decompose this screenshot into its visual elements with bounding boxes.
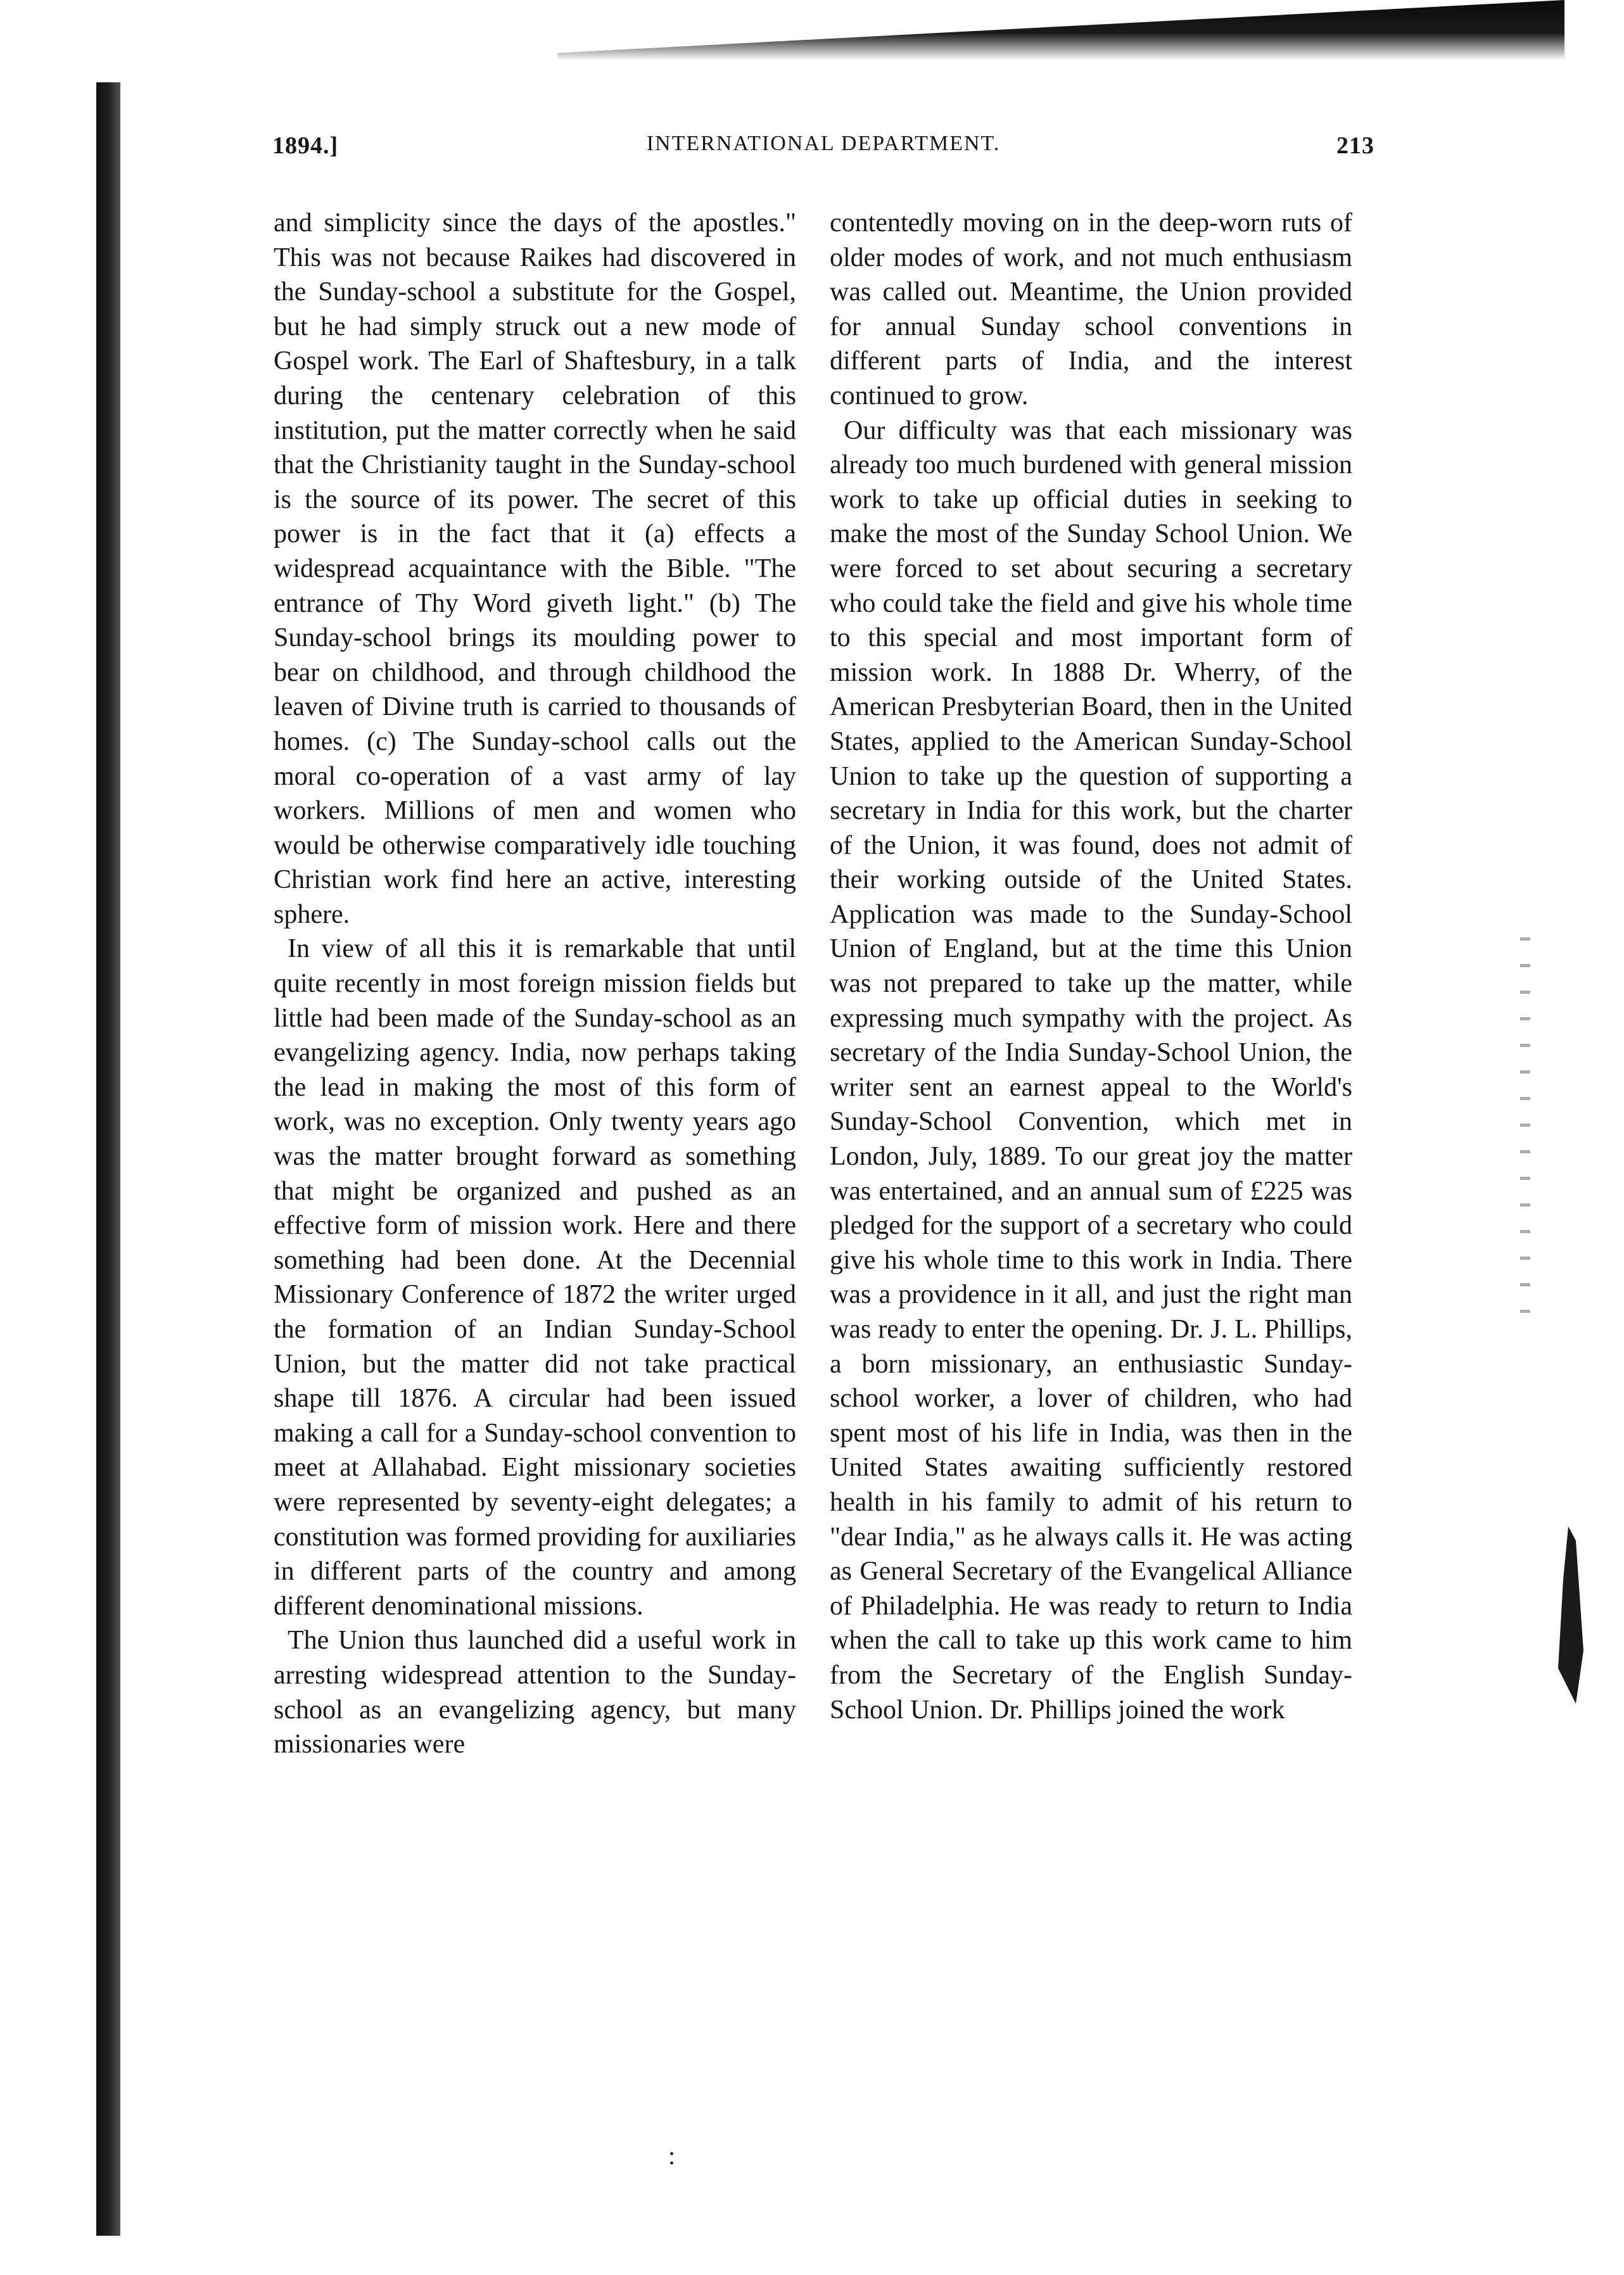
scan-speckle (1520, 937, 1530, 1317)
right-paragraph-2: Our difficulty was that each missionary was already too much burdened with general mission work to take up official duties in seeking to make the most of the Sunday School Union. We were forced to set about securing a secretary who could take the field and give his whole time to this special and most important form of mission work. In 1888 Dr. Wherry, of the American Presbyterian Board, then in the United States, applied to the American Sunday-School Union to take up the question of supporting a secretary in India for this work, but the charter of the Union, it was found, does not admit of their working outside of the United States. Application was made to the Sunday-School Union of England, but at the time this Union was not prepared to take up the matter, while expressing much sympathy with the project. As secretary of the India Sunday-School Union, the writer sent an earnest appeal to the World's Sunday-School Convention, which met in London, July, 1889. To our great joy the matter was entertained, and an annual sum of £225 was pledged for the support of a secretary who could give his whole time to this work in India. There was a providence in it all, and just the right man was ready to enter the opening. Dr. J. L. Phillips, a born missionary, an enthusiastic Sunday-school worker, a lover of children, who had spent most of his life in India, was then in the United States awaiting sufficiently restored health in his family to admit of his return to "dear India," as he always calls it. He was acting as General Secretary of the Evangelical Alliance of Philadelphia. He was ready to return to India when the call to take up this work came to him from the Secretary of the English Sunday-School Union. Dr. Phillips joined the work (830, 415, 1352, 1725)
header-department: INTERNATIONAL DEPARTMENT. (646, 132, 1001, 155)
right-column (830, 206, 1352, 1727)
footer-mark: : (668, 2141, 676, 2170)
page-number: 213 (1336, 132, 1374, 159)
running-head (272, 132, 1374, 176)
left-column (274, 206, 796, 1762)
left-paragraph-2: In view of all this it is remarkable that until quite recently in most foreign mission fields but little had been made of the Sunday-school as an evangelizing agency. India, now perhaps taking the lead in making the most of this form of work, was no exception. Only twenty years ago was the matter brought forward as something that might be organized and pushed as an effective form of mission work. Here and there something had been done. At the Decennial Missionary Conference of 1872 the writer urged the formation of an Indian Sunday-School Union, but the matter did not take practical shape till 1876. A circular had been issued making a call for a Sunday-school convention to meet at Allahabad. Eight missionary societies were represented by seventy-eight delegates; a constitution was formed providing for auxiliaries in different parts of the country and among different denominational missions. (274, 934, 796, 1621)
right-paragraph-1: contentedly moving on in the deep-worn ruts of older modes of work, and not much enthusiasm was called out. Meantime, the Union provided for annual Sunday school conventions in different parts of India, and the interest continued to grow. (830, 208, 1352, 410)
left-paragraph-3: The Union thus launched did a useful work in arresting widespread attention to the Sunday-school as an evangelizing agency, but many missionaries were (274, 1626, 796, 1759)
scan-blot (1558, 1526, 1583, 1704)
left-paragraph-1: and simplicity since the days of the apostles." This was not because Raikes had discovered in the Sunday-school a substitute for the Gospel, but he had simply struck out a new mode of Gospel work. The Earl of Shaftesbury, in a talk during the centenary celebration of this institution, put the matter correctly when he said that the Christianity taught in the Sunday-school is the source of its power. The secret of this power is in the fact that it (a) effects a widespread acquaintance with the Bible. "The entrance of Thy Word giveth light." (b) The Sunday-school brings its moulding power to bear on childhood, and through childhood the leaven of Divine truth is carried to thousands of homes. (c) The Sunday-school calls out the moral co-operation of a vast army of lay workers. Millions of men and women who would be otherwise comparatively idle touching Christian work find here an active, interesting sphere. (274, 208, 796, 929)
scan-margin-shadow (96, 82, 120, 2236)
scan-edge-shadow (557, 0, 1564, 60)
header-year: 1894.] (272, 132, 339, 159)
